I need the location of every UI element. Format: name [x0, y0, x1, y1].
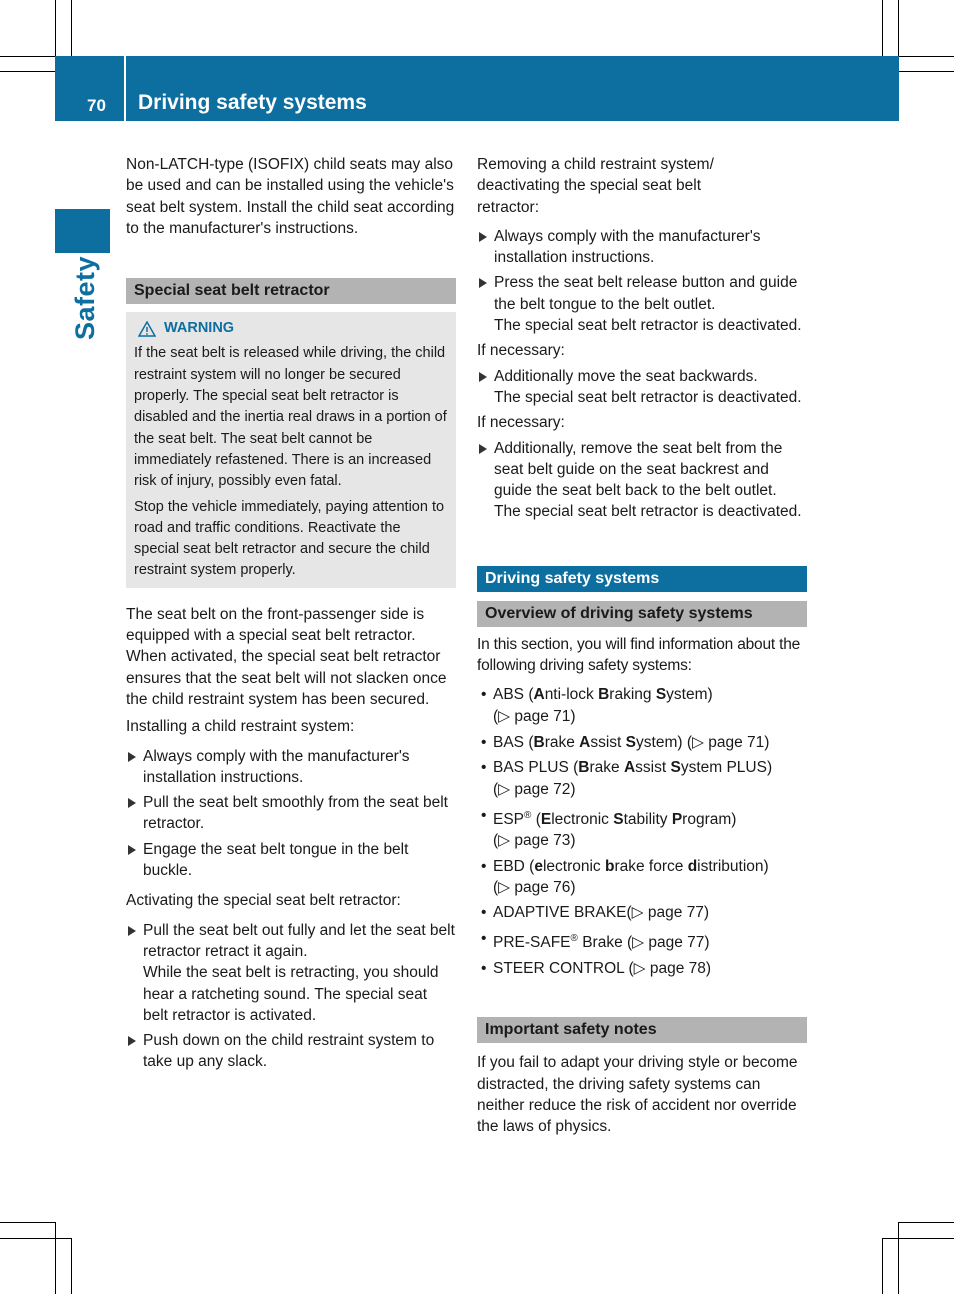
body-paragraph: In this section, you will find information about the following driving safety systems: [477, 635, 801, 675]
warning-heading [134, 318, 448, 339]
crop-mark [0, 56, 55, 57]
list-item: • BAS (Brake Assist System) (▷ page 71) [481, 733, 770, 751]
crop-mark [899, 71, 954, 72]
body-paragraph: If necessary: [477, 342, 565, 360]
page-title: Driving safety systems [138, 91, 367, 114]
step-list [477, 226, 807, 336]
crop-mark [71, 0, 72, 56]
crop-mark [898, 1222, 954, 1223]
section-heading: Special seat belt retractor [126, 278, 456, 304]
step-item: Engage the seat belt tongue in the belt buckle. [126, 839, 456, 882]
crop-mark [71, 1238, 72, 1294]
left-column [126, 154, 456, 1073]
warning-text: If the seat belt is released while driving, the child restraint system will no longer be secured properly. The special seat belt retractor is disabled and the inertia real draws in a portion of the seat belt. The seat belt cannot be immediately refastened. There is an increased risk of injury, possibly even fatal. [134, 345, 447, 490]
crop-mark [0, 71, 55, 72]
crop-mark [55, 1222, 56, 1294]
body-paragraph: If you fail to adapt your driving style or become distracted, the driving safety systems can neither reduce the risk of accident nor override the laws of physics. [477, 1054, 798, 1136]
step-list [126, 746, 456, 882]
list-item: • ADAPTIVE BRAKE(▷ page 77) [481, 904, 710, 922]
chapter-label: Safety [70, 255, 100, 340]
step-item: Press the seat belt release button and guide the belt tongue to the belt outlet. The special seat belt retractor is deactivated. [477, 272, 807, 336]
crop-mark [899, 56, 954, 57]
crop-mark [898, 0, 899, 56]
step-item: Always comply with the manufacturer's installation instructions. [477, 226, 807, 269]
crop-mark [0, 1238, 71, 1239]
chapter-tab [55, 209, 110, 253]
crop-mark [882, 0, 883, 56]
step-item: Always comply with the manufacturer's installation instructions. [126, 746, 456, 789]
right-column [477, 154, 807, 1137]
list-item: • ABS (Anti-lock Braking System) (▷ page 71) [481, 686, 713, 725]
list-item: • PRE-SAFE® Brake (▷ page 77) [481, 930, 710, 952]
crop-mark [882, 1238, 883, 1294]
step-item: Pull the seat belt smoothly from the seat belt retractor. [126, 792, 456, 835]
list-item: • STEER CONTROL (▷ page 78) [481, 959, 712, 977]
crop-mark [882, 1238, 954, 1239]
step-item: Additionally, remove the seat belt from the seat belt guide on the seat backrest and guide the seat belt back to the belt outlet. The special seat belt retractor is deactivated. [477, 438, 807, 523]
step-item: Pull the seat belt out fully and let the seat belt retractor retract it again. While the seat belt is retracting, you should hear a ratcheting sound. The special seat belt retractor is activated. [126, 920, 456, 1026]
intro-paragraph: Non-LATCH-type (ISOFIX) child seats may also be used and can be installed using the vehicle's seat belt system. Install the child seat according to the manufacturer's instructions. [126, 156, 455, 237]
crop-mark [0, 1222, 55, 1223]
body-paragraph: Removing a child restraint system/ deactivating the special seat belt retractor: [477, 156, 714, 216]
section-heading: Important safety notes [477, 1017, 807, 1043]
step-list [126, 920, 456, 1073]
warning-box [126, 312, 456, 588]
crop-mark [55, 0, 56, 56]
body-paragraph: Installing a child restraint system: [126, 718, 355, 736]
warning-label: WARNING [164, 320, 235, 337]
list-item: • ESP® (Electronic Stability Program) (▷ page 73) [481, 806, 737, 850]
page-number: 70 [87, 96, 106, 115]
step-item: Push down on the child restraint system to take up any slack. [126, 1030, 456, 1073]
body-paragraph: The seat belt on the front-passenger side is equipped with a special seat belt retractor. When activated, the special seat belt retractor ensures that the seat belt will not slacken once the child restraint system has been secured. [126, 605, 447, 708]
list-item: • BAS PLUS (Brake Assist System PLUS) (▷ page 72) [481, 759, 773, 798]
body-paragraph: If necessary: [477, 414, 565, 432]
systems-list [477, 684, 807, 979]
step-item: Additionally move the seat backwards. The special seat belt retractor is deactivated. [477, 366, 807, 409]
warning-triangle-icon [138, 321, 156, 337]
body-paragraph: Activating the special seat belt retractor: [126, 892, 401, 910]
header-divider [124, 56, 126, 121]
list-item: • EBD (electronic brake force distribution) (▷ page 76) [481, 857, 769, 896]
crop-mark [898, 1222, 899, 1294]
warning-text: Stop the vehicle immediately, paying attention to road and traffic conditions. Reactivate the special seat belt retractor and secure the child restraint system properly. [134, 498, 445, 579]
subsection-heading: Overview of driving safety systems [477, 601, 807, 627]
section-heading: Driving safety systems [477, 566, 807, 592]
